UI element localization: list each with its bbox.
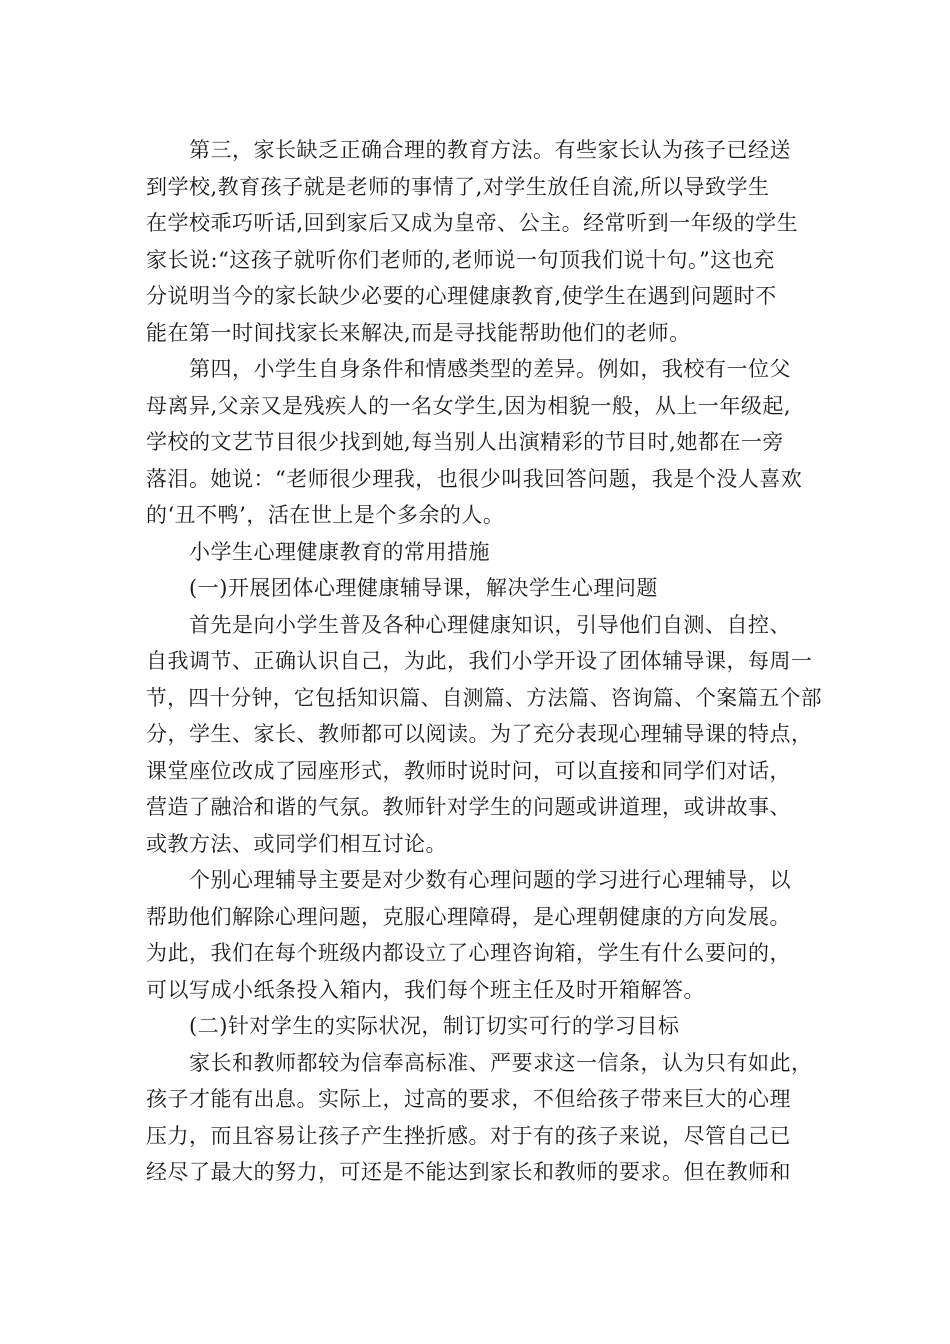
section-heading — [146, 570, 818, 607]
text-line: 小学生心理健康教育的常用措施 — [189, 539, 490, 564]
text-line: 的‘丑不鸭’，活在世上是个多余的人。 — [146, 503, 505, 527]
text-line: 帮助他们解除心理问题，克服心理障碍，是心理朝健康的方向发展。 — [146, 904, 791, 929]
text-line: 或教方法、或同学们相互讨论。 — [146, 831, 447, 856]
text-line: 在学校乖巧听话,回到家后又成为皇帝、公主。经常听到一年级的学生 — [146, 211, 799, 235]
text-line: 个别心理辅导主要是对少数有心理问题的学习进行心理辅导，以 — [189, 868, 791, 892]
section-heading — [146, 1008, 818, 1045]
section-heading — [146, 534, 818, 571]
paragraph — [146, 862, 818, 1008]
text-line: 学校的文艺节目很少找到她,每当别人出演精彩的节目时,她都在一旁 — [146, 430, 784, 454]
paragraph — [146, 132, 818, 351]
text-line: 落泪。她说：“老师很少理我，也很少叫我回答问题，我是个没人喜欢 — [146, 466, 803, 491]
text-line: 可以写成小纸条投入箱内，我们每个班主任及时开箱解答。 — [146, 977, 705, 1002]
text-line: 孩子才能有出息。实际上，过高的要求，不但给孩子带来巨大的心理 — [146, 1087, 791, 1111]
text-line: 为此，我们在每个班级内都设立了心理咨询箱，学生有什么要问的， — [146, 941, 791, 965]
text-line: 到学校,教育孩子就是老师的事情了,对学生放任自流,所以导致学生 — [146, 174, 770, 199]
text-line: (二)针对学生的实际状况，制订切实可行的学习目标 — [189, 1014, 680, 1038]
text-line: 首先是向小学生普及各种心理健康知识，引导他们自测、自控、 — [189, 612, 791, 637]
text-line: 能在第一时间找家长来解决,而是寻找能帮助他们的老师。 — [146, 320, 691, 345]
text-line: 家长和教师都较为信奉高标准、严要求这一信条，认为只有如此， — [189, 1050, 813, 1075]
text-line: 母离异,父亲又是残疾人的一名女学生,因为相貌一般，从上一年级起, — [146, 393, 792, 418]
text-line: 课堂座位改成了园座形式，教师时说时问，可以直接和同学们对话， — [146, 758, 791, 783]
text-line: 第四，小学生自身条件和情感类型的差异。例如，我校有一位父 — [189, 357, 791, 381]
document-body — [146, 132, 823, 1191]
text-line: (一)开展团体心理健康辅导课，解决学生心理问题 — [189, 576, 658, 600]
text-line: 分说明当今的家长缺少必要的心理健康教育,使学生在遇到问题时不 — [146, 284, 777, 308]
text-line: 节，四十分钟，它包括知识篇、自测篇、方法篇、咨询篇、个案篇五个部 — [146, 685, 823, 710]
text-line: 经尽了最大的努力，可还是不能达到家长和教师的要求。但在教师和 — [146, 1160, 791, 1184]
text-line: 自我调节、正确认识自己，为此，我们小学开设了团体辅导课，每周一 — [146, 649, 813, 673]
text-line: 第三，家长缺乏正确合理的教育方法。有些家长认为孩子已经送 — [189, 138, 791, 162]
paragraph — [146, 1045, 818, 1191]
text-line: 营造了融洽和谐的气氛。教师针对学生的问题或讲道理，或讲故事、 — [146, 795, 791, 819]
paragraph — [146, 607, 823, 863]
text-line: 家长说:“这孩子就听你们老师的,老师说一句顶我们说十句。”这也充 — [146, 247, 775, 272]
paragraph — [146, 351, 818, 534]
text-line: 压力，而且容易让孩子产生挫折感。对于有的孩子来说，尽管自己已 — [146, 1123, 791, 1148]
text-line: 分，学生、家长、教师都可以阅读。为了充分表现心理辅导课的特点， — [146, 722, 813, 746]
